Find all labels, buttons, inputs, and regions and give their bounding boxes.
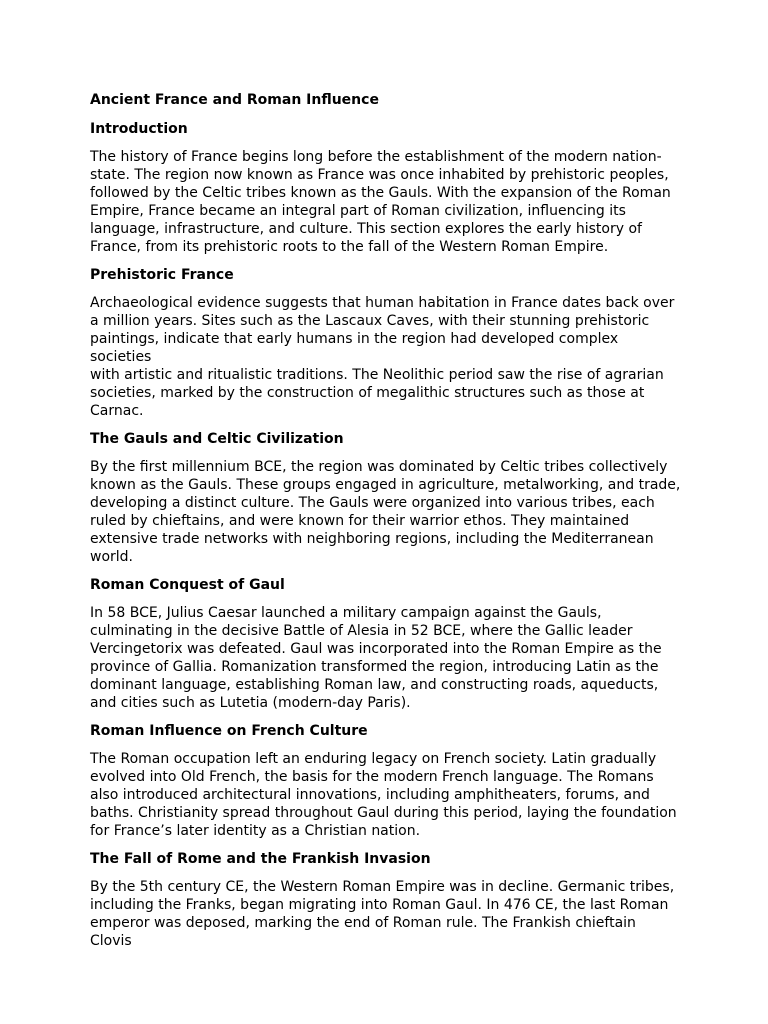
document-page [90, 91, 682, 960]
section-heading: Roman Conquest of Gaul [90, 577, 285, 593]
section-paragraph: The history of France begins long before the establishment of the modern nation- state. The region now known as France was once inhabited by prehistoric peoples, followed by the Celtic tribes known as the Gauls. With the expansion of the Roman Empire, France became an integral part of Roman civilization, influencing its language, infrastructure, and culture. This section explores the early history of France, from its prehistoric roots to the fall of the Western Roman Empire. [90, 149, 671, 255]
section-prehistoric-france [90, 266, 682, 420]
section-heading: The Fall of Rome and the Frankish Invasion [90, 851, 431, 867]
section-gauls-celtic-civilization [90, 430, 682, 566]
section-introduction [90, 120, 682, 256]
section-paragraph: Archaeological evidence suggests that human habitation in France dates back over a million years. Sites such as the Lascaux Caves, with their stunning prehistoric paintings, indicate that early humans in the region had developed complex societies with artistic and ritualistic traditions. The Neolithic period saw the rise of agrarian societies, marked by the construction of megalithic structures such as those at Carnac. [90, 295, 675, 419]
section-paragraph: By the first millennium BCE, the region was dominated by Celtic tribes collectively known as the Gauls. These groups engaged in agriculture, metalworking, and trade, developing a distinct culture. The Gauls were organized into various tribes, each ruled by chieftains, and were known for their warrior ethos. They maintained extensive trade networks with neighboring regions, including the Mediterranean world. [90, 459, 681, 565]
section-heading: The Gauls and Celtic Civilization [90, 431, 344, 447]
section-paragraph: By the 5th century CE, the Western Roman Empire was in decline. Germanic tribes, including the Franks, began migrating into Roman Gaul. In 476 CE, the last Roman emperor was deposed, marking the end of Roman rule. The Frankish chieftain Clovis [90, 879, 675, 949]
section-heading: Prehistoric France [90, 267, 234, 283]
section-paragraph: The Roman occupation left an enduring legacy on French society. Latin gradually evolved into Old French, the basis for the modern French language. The Romans also introduced architectural innovations, including amphitheaters, forums, and baths. Christianity spread throughout Gaul during this period, laying the foundation for France’s later identity as a Christian nation. [90, 751, 677, 839]
section-roman-influence [90, 722, 682, 840]
section-heading: Introduction [90, 121, 188, 137]
section-roman-conquest [90, 576, 682, 712]
document-title: Ancient France and Roman Influence [90, 92, 379, 108]
section-paragraph: In 58 BCE, Julius Caesar launched a military campaign against the Gauls, culminating in the decisive Battle of Alesia in 52 BCE, where the Gallic leader Vercingetorix was defeated. Gaul was incorporated into the Roman Empire as the province of Gallia. Romanization transformed the region, introducing Latin as the dominant language, establishing Roman law, and constructing roads, aqueducts, and cities such as Lutetia (modern-day Paris). [90, 605, 662, 711]
section-heading: Roman Influence on French Culture [90, 723, 368, 739]
section-fall-of-rome [90, 850, 682, 950]
